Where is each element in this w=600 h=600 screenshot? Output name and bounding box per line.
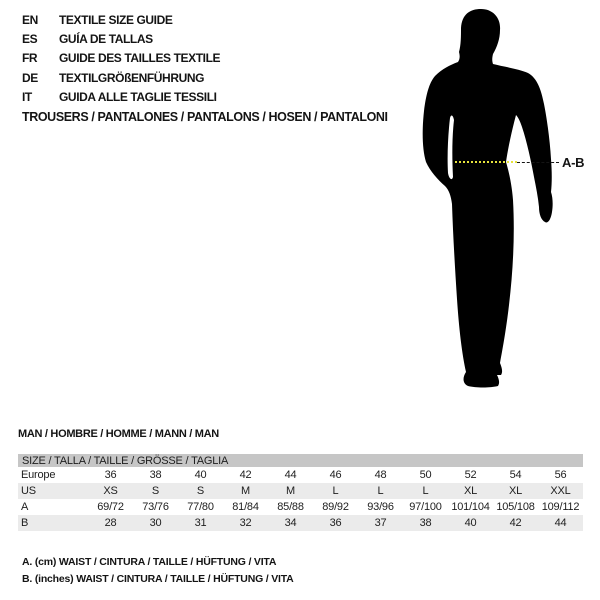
size-value-cell: L — [358, 483, 403, 499]
size-table-row — [18, 515, 583, 531]
size-table-wrap — [18, 454, 583, 531]
size-value-cell: 34 — [268, 515, 313, 531]
size-value-cell: 97/100 — [409, 501, 442, 513]
category-title: TROUSERS / PANTALONES / PANTALONS / HOSEN / PANTALONI — [22, 110, 388, 124]
language-label: GUÍA DE TALLAS — [59, 32, 153, 47]
size-value-cell: 109/112 — [541, 501, 580, 513]
size-value-cell: 37 — [358, 515, 403, 531]
language-row — [22, 49, 220, 68]
footnote: B. (inches) WAIST / CINTURA / TAILLE / HÜFTUNG / VITA — [22, 572, 294, 585]
size-value-cell: S — [178, 483, 223, 499]
size-table-row — [18, 499, 583, 515]
size-value-cell: 44 — [284, 469, 297, 481]
language-row — [22, 68, 220, 87]
size-value-cell: 38 — [149, 469, 162, 481]
size-value-cell: 85/88 — [277, 501, 304, 513]
size-value-cell: 54 — [509, 469, 522, 481]
man-silhouette-svg — [400, 0, 600, 420]
size-value-cell: 89/92 — [322, 501, 349, 513]
size-value-cell: 52 — [464, 469, 477, 481]
size-value-cell: M — [268, 483, 313, 499]
measure-label: A-B — [562, 155, 585, 170]
language-label: TEXTILE SIZE GUIDE — [59, 12, 173, 27]
size-value-cell: 40 — [448, 515, 493, 531]
size-value-cell: 81/84 — [232, 501, 259, 513]
size-value-cell: 36 — [104, 469, 117, 481]
language-code: EN — [22, 12, 38, 27]
size-value-cell: 44 — [538, 515, 583, 531]
size-value-cell: 42 — [239, 469, 252, 481]
footnote: A. (cm) WAIST / CINTURA / TAILLE / HÜFTUNG / VITA — [22, 556, 277, 568]
size-value-cell: XXL — [538, 483, 583, 499]
gender-title: MAN / HOMBRE / HOMME / MANN / MAN — [18, 428, 219, 440]
language-label: TEXTILGRÖßENFÜHRUNG — [59, 70, 205, 85]
size-value-cell: 31 — [178, 515, 223, 531]
man-silhouette — [423, 9, 553, 388]
size-system-label: A — [21, 501, 29, 513]
size-value-cell: L — [403, 483, 448, 499]
language-code: FR — [22, 51, 38, 66]
size-value-cell: 36 — [313, 515, 358, 531]
language-row — [22, 88, 220, 107]
size-value-cell: 105/108 — [496, 501, 535, 513]
size-value-cell: XL — [448, 483, 493, 499]
size-value-cell: 73/76 — [142, 501, 169, 513]
man-silhouette-figure — [400, 0, 600, 420]
size-value-cell: L — [313, 483, 358, 499]
size-table-header: SIZE / TALLA / TAILLE / GRÖSSE / TAGLIA — [18, 454, 583, 467]
size-value-cell: 77/80 — [187, 501, 214, 513]
language-label: GUIDA ALLE TAGLIE TESSILI — [59, 90, 217, 105]
language-code: DE — [22, 70, 38, 85]
size-value-cell: 30 — [133, 515, 178, 531]
size-system-label: B — [18, 515, 88, 531]
language-code: ES — [22, 32, 38, 47]
size-value-cell: 40 — [194, 469, 207, 481]
size-value-cell: 69/72 — [97, 501, 124, 513]
size-value-cell: 28 — [88, 515, 133, 531]
waist-measure-line-yellow — [455, 161, 517, 163]
waist-measure-line-black — [517, 162, 559, 163]
size-value-cell: 38 — [403, 515, 448, 531]
language-row — [22, 29, 220, 48]
language-list — [22, 10, 220, 107]
size-value-cell: XL — [493, 483, 538, 499]
size-value-cell: 42 — [493, 515, 538, 531]
size-value-cell: 50 — [419, 469, 432, 481]
size-value-cell: 93/96 — [367, 501, 394, 513]
size-value-cell: S — [133, 483, 178, 499]
size-table-row — [18, 467, 583, 483]
size-system-label: Europe — [21, 469, 56, 481]
language-row — [22, 10, 220, 29]
size-value-cell: 32 — [223, 515, 268, 531]
language-label: GUIDE DES TAILLES TEXTILE — [59, 51, 221, 66]
size-table — [18, 454, 583, 531]
size-value-cell: 56 — [554, 469, 567, 481]
language-code: IT — [22, 90, 32, 105]
size-table-header-row — [18, 454, 583, 467]
size-value-cell: XS — [88, 483, 133, 499]
size-system-label: US — [18, 483, 88, 499]
size-table-row — [18, 483, 583, 499]
footnotes — [22, 554, 294, 587]
size-value-cell: 101/104 — [451, 501, 490, 513]
size-value-cell: M — [223, 483, 268, 499]
size-value-cell: 48 — [374, 469, 387, 481]
size-value-cell: 46 — [329, 469, 342, 481]
size-table-body — [18, 454, 583, 531]
